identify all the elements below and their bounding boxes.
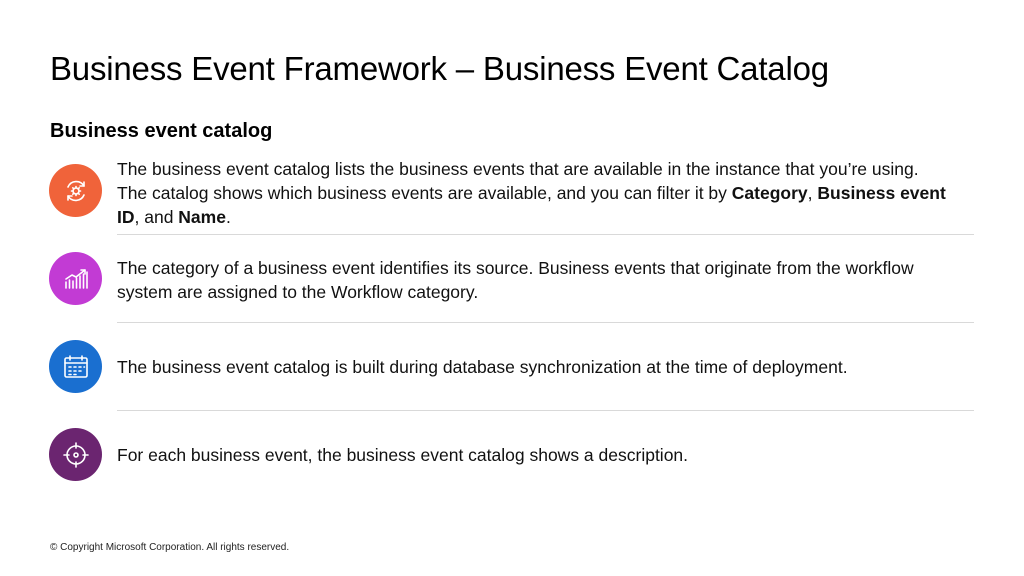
chart-growth-icon: [49, 252, 102, 305]
page-title: Business Event Framework – Business Event Catalog: [50, 50, 829, 87]
section-subtitle: Business event catalog: [50, 120, 273, 142]
catalog-item-3-text: The business event catalog is built during database synchronization at the time of deployment.: [117, 357, 848, 377]
catalog-item-1-text: The business event catalog lists the business events that are available in the instance that you’re using. The catalog shows which business events are available, and you can filter it by Category, Business event ID, and Name.: [117, 159, 946, 227]
settings-sync-icon: [49, 164, 102, 217]
divider: [117, 410, 974, 411]
divider: [117, 322, 974, 323]
divider: [117, 234, 974, 235]
calendar-icon: [49, 340, 102, 393]
catalog-item-4-text: For each business event, the business event catalog shows a description.: [117, 445, 689, 465]
catalog-item-2-text: The category of a business event identifies its source. Business events that originate from the workflow system are assigned to the Workflow category.: [117, 258, 914, 302]
copyright-footer: © Copyright Microsoft Corporation. All rights reserved.: [50, 542, 290, 553]
target-icon: [49, 428, 102, 481]
